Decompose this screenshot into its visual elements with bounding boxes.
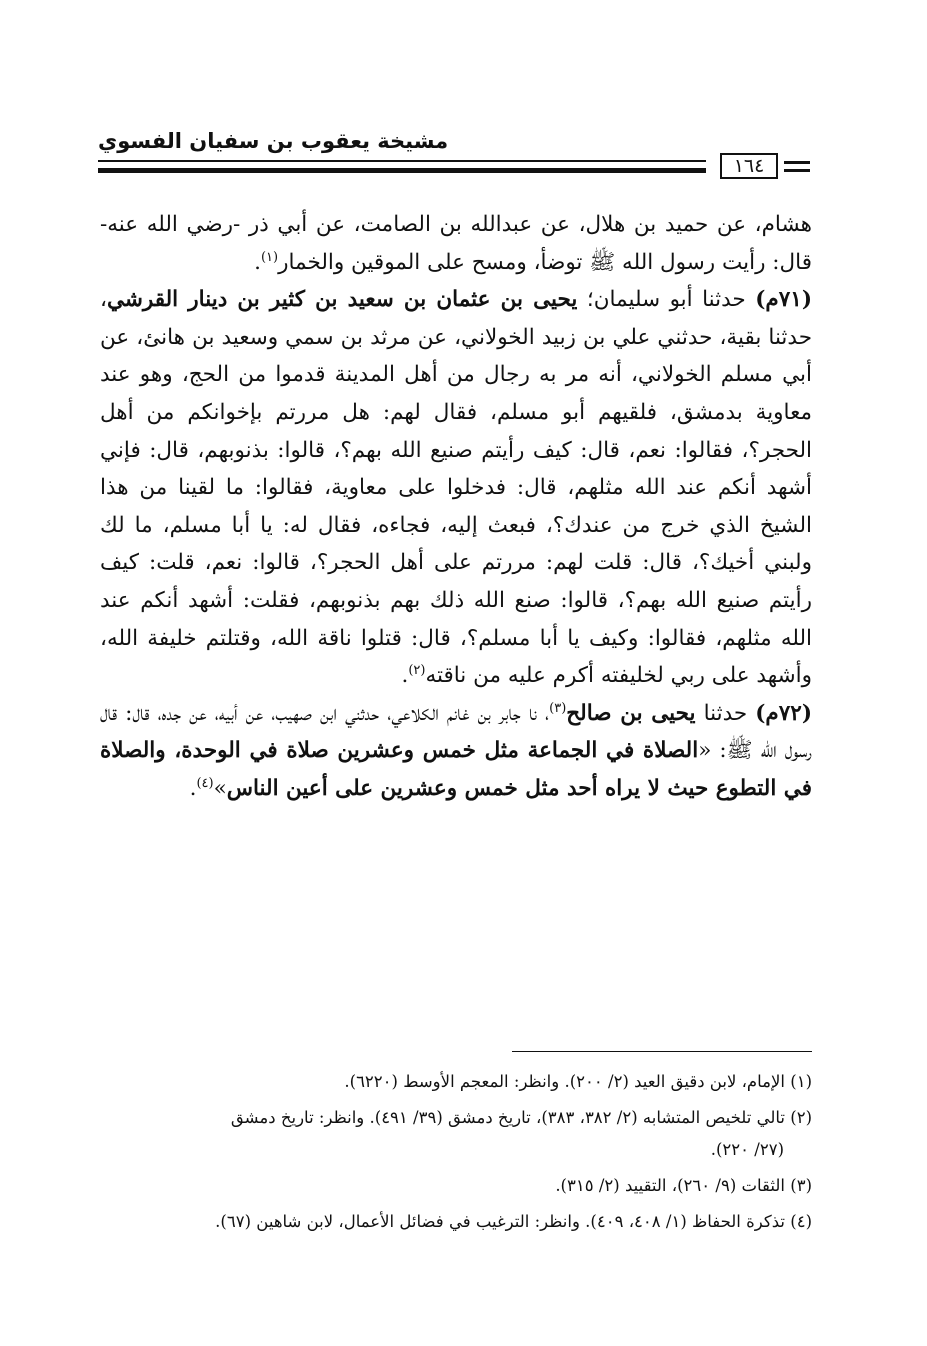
- footnote-separator: [512, 1051, 812, 1052]
- narrator-name: يحيى بن صالح: [566, 700, 696, 726]
- punctuation: »: [213, 775, 227, 801]
- narrator-name: يحيى بن عثمان بن سعيد بن كثير بن دينار القرشي: [106, 287, 578, 313]
- paragraph-text: ، حدثنا بقية، حدثني علي بن زبيد الخولاني، عن مرثد بن سمي وسعيد بن هانئ، عن أبي مسلم الخولاني، أنه مر به رجال من أهل المدينة قدموا من الحج، وهو عند معاوية بدمشق، فلقيهم أبو مسلم، فقال لهم: هل مررتم بإخوانكم من أهل الحجر؟، فقالوا: نعم، قال: كيف رأيتم صنيع الله بهم؟، قالوا: بذنوبهم، قال: فإني أشهد أنكم عند الله مثلهم، قال: فدخلوا على معاوية، فقالوا: ما لقينا من هذا الشيخ الذي خرج من عندك؟، فبعث إليه، فجاءه، فقال له: يا أبا مسلم، ما لك ولبني أخيك؟، قال: قلت لهم: مررتم على أهل الحجر؟، قالوا: نعم، قلت: كيف رأيتم صنيع الله بهم؟، قالوا: صنع الله ذلك بهم بذنوبهم، فقلت: أشهد أنكم عند الله مثلهم، فقالوا: وكيف يا أبا مسلم؟، قال: قتلوا ناقة الله، وقتلتم خليفة الله، وأشهد على ربي لخليفته أكرم عليه من ناقته: [100, 287, 812, 689]
- hadith-number: (٧٢م): [755, 700, 812, 726]
- footnote-2: [100, 1102, 812, 1166]
- hadith-number: (٧١م): [755, 287, 812, 313]
- running-header: [98, 125, 812, 181]
- footnote-4: (٤) تذكرة الحفاظ (١/ ٤٠٨، ٤٠٩). وانظر: الترغيب في فضائل الأعمال، لابن شاهين (٦٧).: [215, 1212, 812, 1231]
- hadith-72: [100, 695, 812, 808]
- paragraph-text: حدثنا أبو سليمان؛: [577, 287, 756, 313]
- punctuation: .: [254, 249, 261, 275]
- hadith-71: [100, 281, 812, 695]
- header-marker-bar: [784, 169, 810, 172]
- footnote-text: (٢) تالي تلخيص المتشابه (٢/ ٣٨٢، ٣٨٣)، تاريخ دمشق (٣٩/ ٤٩١). وانظر: تاريخ دمشق: [230, 1108, 812, 1127]
- footnote-3: (٣) الثقات (٩/ ٢٦٠)، التقييد (٢/ ٣١٥).: [555, 1176, 812, 1195]
- main-text: [100, 206, 812, 808]
- header-rule-thin: [98, 160, 706, 162]
- footnote-1: (١) الإمام، لابن دقيق العيد (٢/ ٢٠٠). وانظر: المعجم الأوسط (٦٢٢٠).: [344, 1072, 812, 1091]
- footnote-ref[interactable]: (٤): [196, 775, 214, 791]
- paragraph-text: ، نا جابر بن غانم الكلاعي، حدثني ابن صهيب، عن أبيه، عن جده، قال: قال رسول الله ﷺ: «: [100, 700, 813, 764]
- punctuation: .: [401, 663, 409, 689]
- book-title: مشيخة يعقوب بن سفيان الفسوي: [98, 129, 449, 153]
- header-rule-thick: [98, 168, 706, 173]
- footnote-ref[interactable]: (١): [260, 249, 279, 265]
- footnote-text-continued: (٢٧/ ٢٢٠).: [710, 1140, 784, 1159]
- punctuation: .: [189, 775, 197, 801]
- hadith-text: الصلاة في الجماعة مثل خمس وعشرين صلاة في الوحدة، والصلاة في التطوع حيث لا يراه أحد مثل خمس وعشرين على أعين الناس: [100, 738, 812, 801]
- page-number: ١٦٤: [720, 153, 778, 179]
- paragraph-text: حدثنا: [695, 700, 756, 726]
- footnote-ref[interactable]: (٣): [549, 700, 567, 716]
- paragraph: [100, 206, 812, 281]
- footnote-ref[interactable]: (٢): [408, 662, 426, 678]
- footnotes: [100, 1066, 812, 1242]
- header-marker-bar: [784, 161, 810, 164]
- paragraph-text: هشام، عن حميد بن هلال، عن عبدالله بن الصامت، عن أبي ذر -رضي الله عنه- قال: رأيت رسول الله ﷺ توضأ، ومسح على الموقين والخمار: [100, 212, 812, 275]
